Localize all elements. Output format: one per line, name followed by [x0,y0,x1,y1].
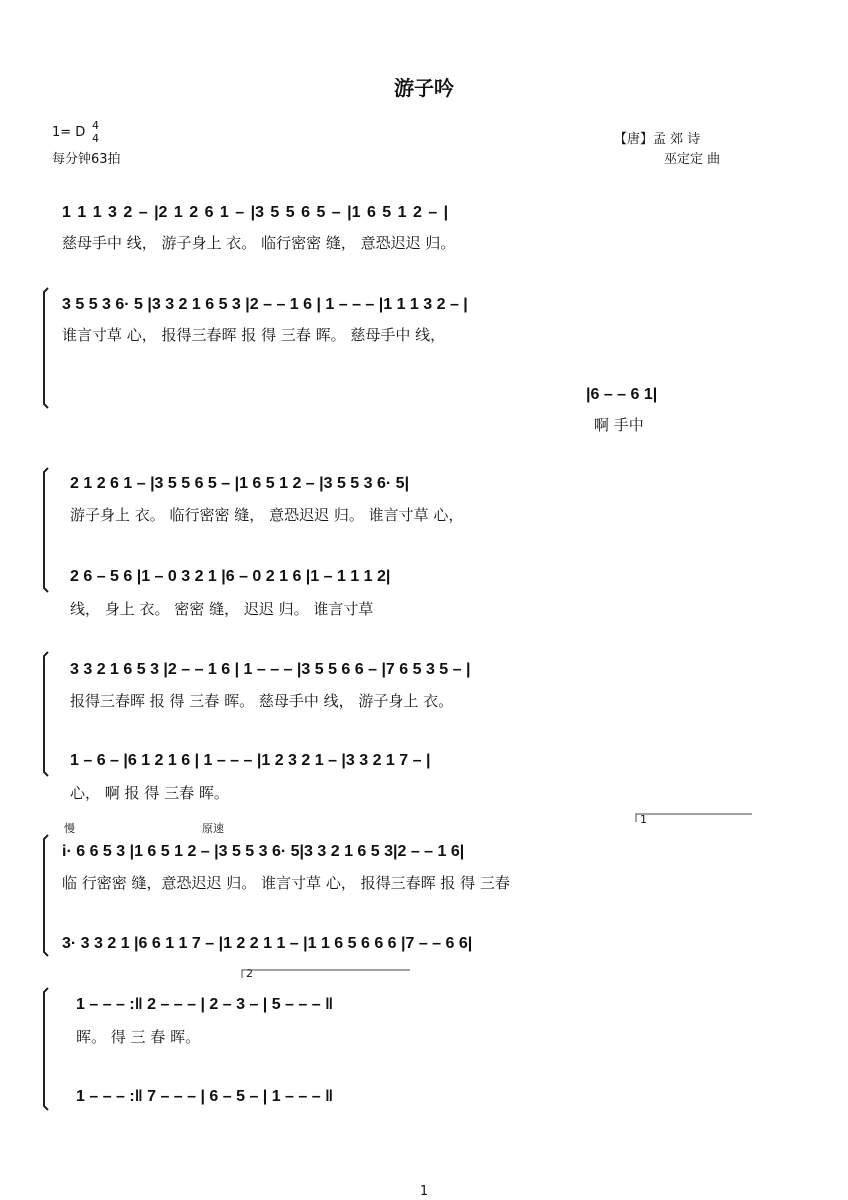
harmony-notation-line: 1 – – – :‖ 7 – – – | 6 – 5 – | 1 – – – ‖ [76,1088,334,1105]
volta-first-line [636,814,752,822]
system-bracket [44,288,48,408]
lyric-line: 晖。 得 三 春 晖。 [76,1028,201,1046]
harmony-notation-line: |6 – – 6 1| [586,386,658,403]
time-signature-bottom: 4 [92,132,99,145]
volta-second-label: 2 [246,967,253,980]
lyric-line: 游子身上 衣。 临行密密 缝， 意恐迟迟 归。 谁言寸草 心， [70,506,464,524]
system-bracket [44,468,48,592]
lyric-line: 临 行密密 缝，意恐迟迟 归。 谁言寸草 心， 报得三春晖 报 得 三春 [62,874,510,892]
lyric-line: 报得三春晖 报 得 三春 晖。 慈母手中 线， 游子身上 衣。 [70,692,454,710]
composer-credit: 巫定定 曲 [664,152,721,167]
page-number: 1 [419,1184,429,1199]
harmony-lyric-line: 心， 啊 报 得 三春 晖。 [70,784,229,802]
volta-second-line [242,970,410,978]
harmony-lyric-line: 啊 手中 [594,416,644,434]
system-bracket [44,988,48,1110]
harmony-notation-line: 2 6 – 5 6 |1 – 0 3 2 1 |6 – 0 2 1 6 |1 – 1 1 1 2| [70,568,391,585]
harmony-notation-line: 1 – 6 – |6 1 2 1 6 | 1 – – – |1 2 3 2 1 – |3 3 2 1 7 – | [70,752,431,769]
notation-line: 2 1 2 6 1 – |3 5 5 6 5 – |1 6 5 1 2 – |3 5 5 3 6· 5| [70,475,410,492]
system-bracket [44,652,48,776]
song-title: 游子吟 [394,76,454,100]
lyric-line: 谁言寸草 心， 报得三春晖 报 得 三春 晖。 慈母手中 线， [62,326,446,344]
key-signature: 1= D [52,125,86,140]
tempo-slow-mark: 慢 [64,822,75,835]
notation-line: 1 – – – :‖ 2 – – – | 2 – 3 – | 5 – – – ‖ [76,996,334,1013]
harmony-notation-line: 3· 3 3 2 1 |6 6 1 1 7 – |1 2 2 1 1 – |1 1 6 5 6 6 6 |7 – – 6 6| [62,935,473,952]
harmony-lyric-line: 线， 身上 衣。 密密 缝， 迟迟 归。 谁言寸草 [70,600,374,618]
volta-first-label: 1 [640,813,647,826]
notation-line: i· 6 6 5 3 |1 6 5 1 2 – |3 5 5 3 6· 5|3 3 2 1 6 5 3|2 – – 1 6| [62,843,465,860]
system-bracket [44,835,48,956]
notation-line: 3 3 2 1 6 5 3 |2 – – 1 6 | 1 – – – |3 5 5 6 6 – |7 6 5 3 5 – | [70,661,471,678]
tempo-marking: 每分钟63拍 [52,152,121,167]
notation-line: 1 1 1 3 2 – |2 1 2 6 1 – |3 5 5 6 5 – |1 6 5 1 2 – | [62,204,449,221]
lyricist-credit: 【唐】孟 郊 诗 [614,132,701,147]
time-signature-top: 4 [92,119,99,132]
notation-line: 3 5 5 3 6· 5 |3 3 2 1 6 5 3 |2 – – 1 6 | 1 – – – |1 1 1 3 2 – | [62,296,468,313]
lyric-line: 慈母手中 线， 游子身上 衣。 临行密密 缝， 意恐迟迟 归。 [62,234,456,252]
tempo-original-mark: 原速 [202,822,224,835]
